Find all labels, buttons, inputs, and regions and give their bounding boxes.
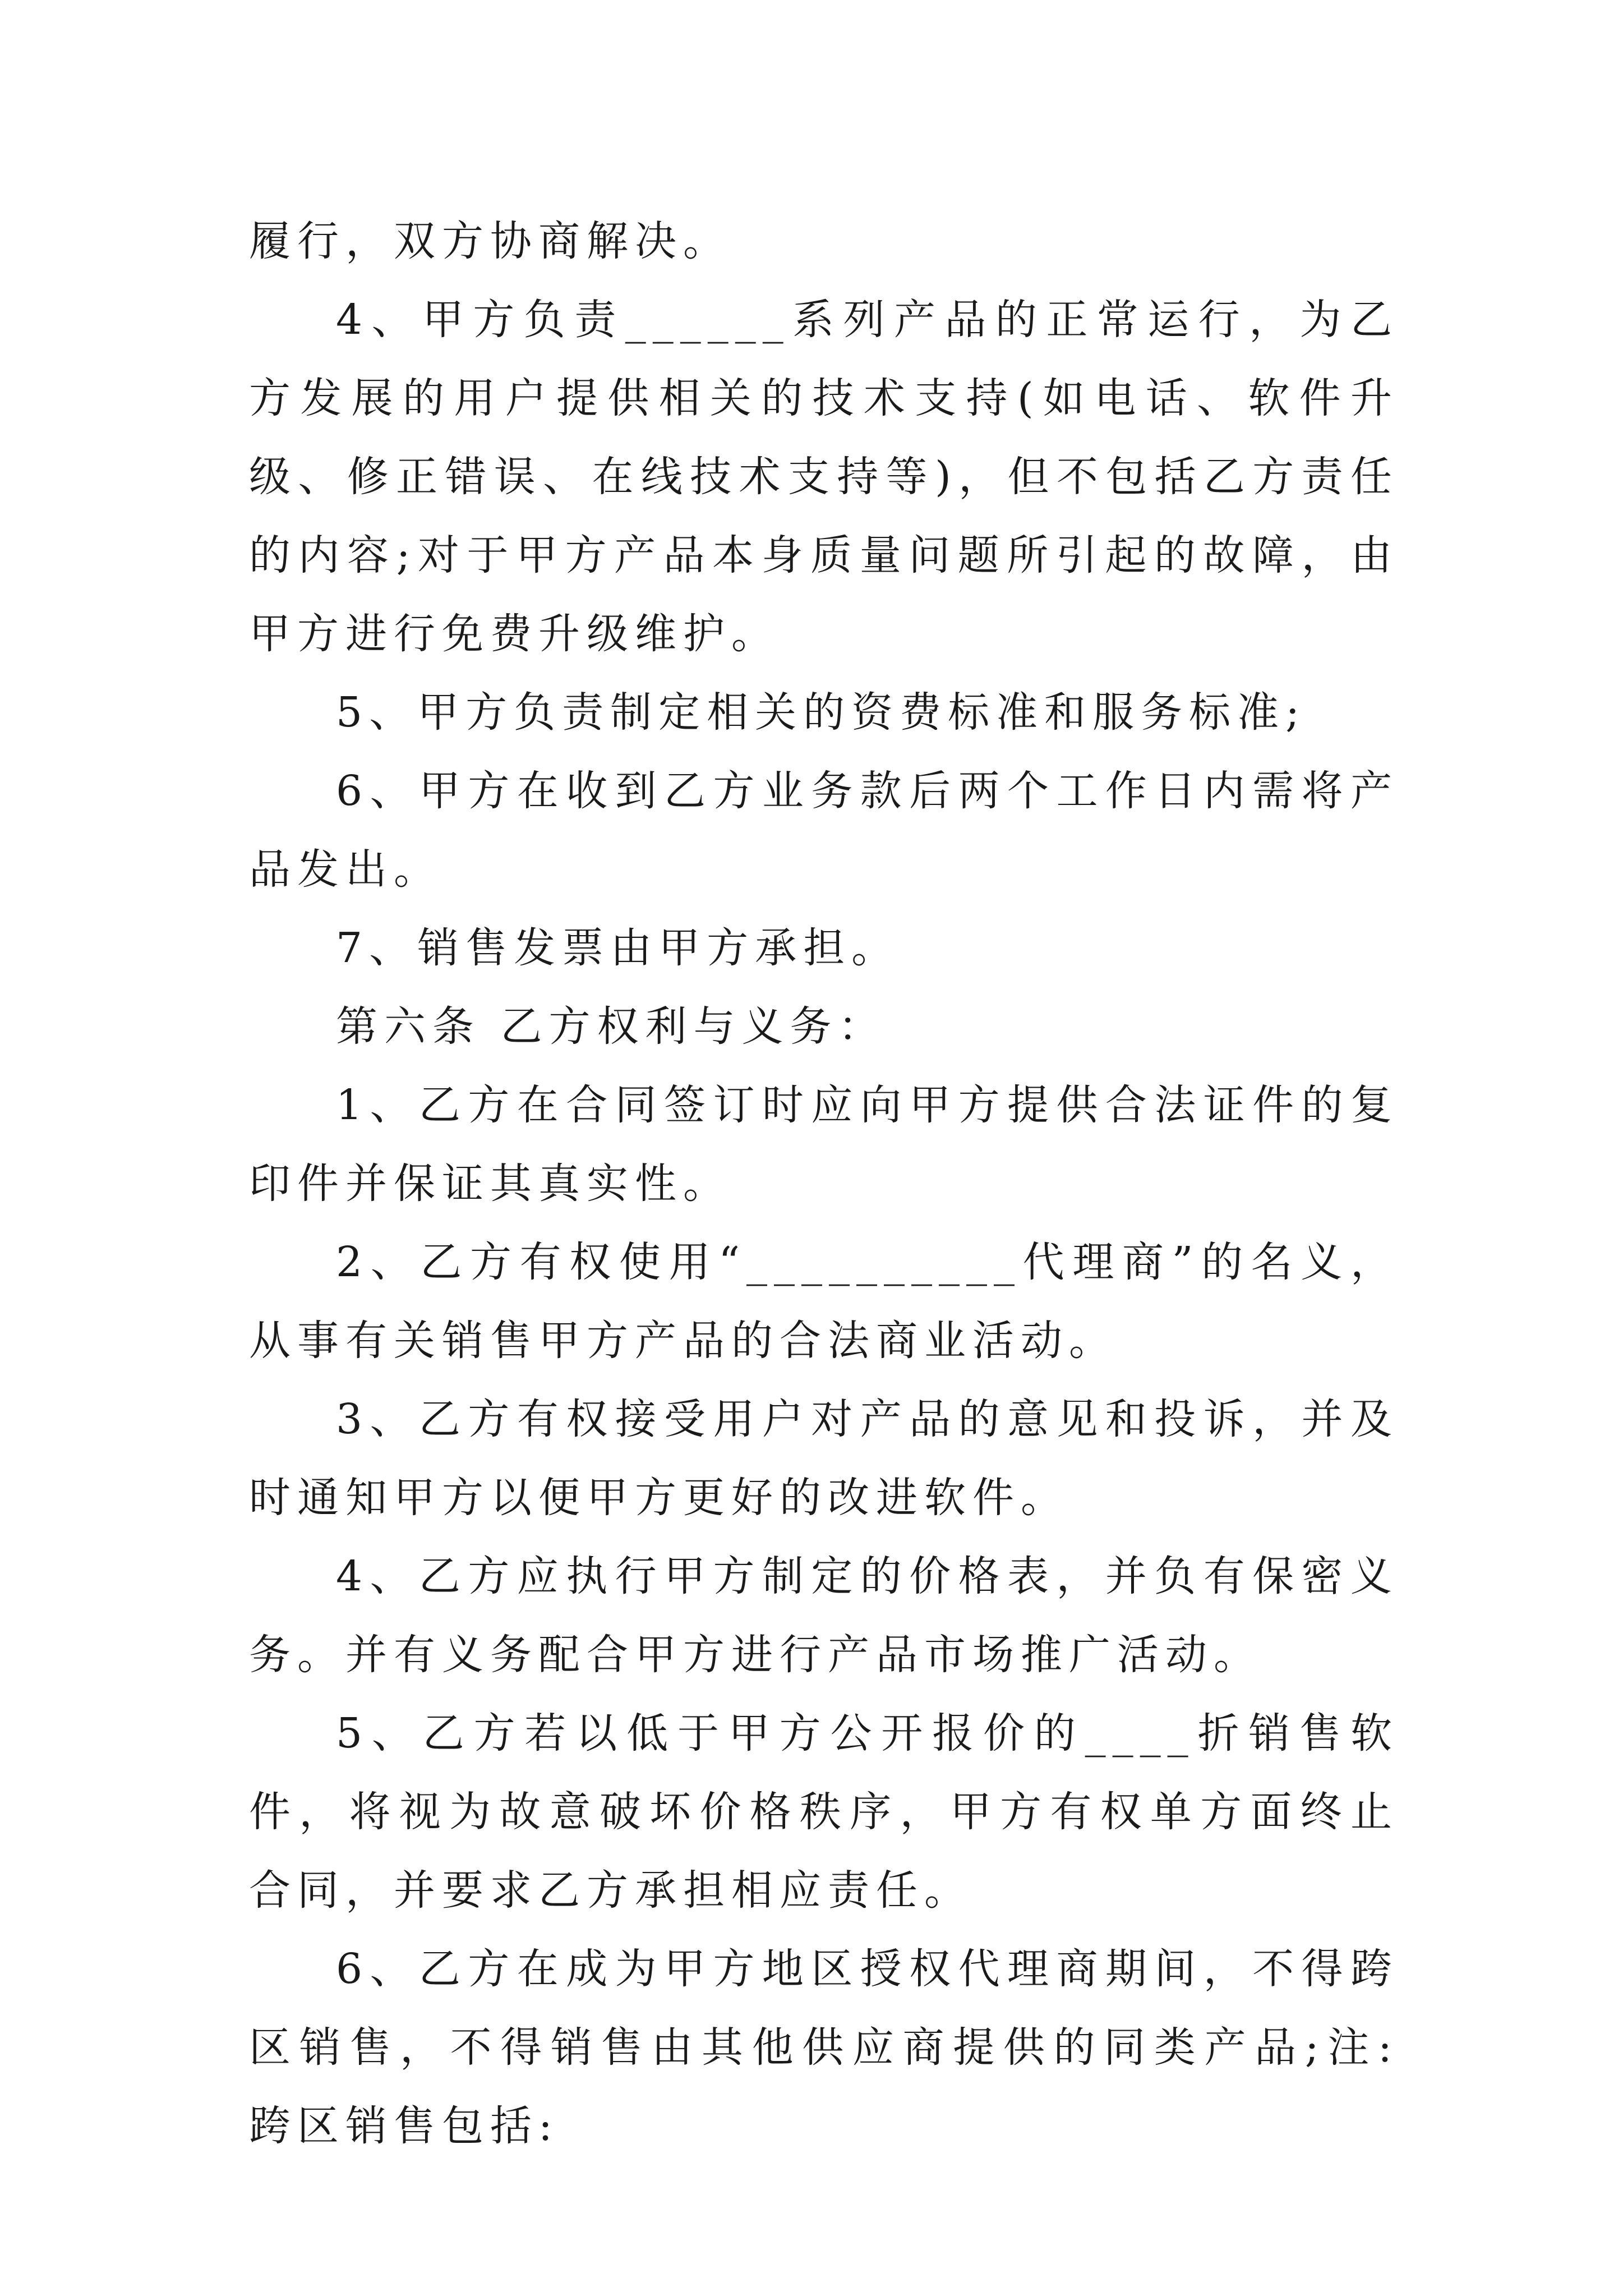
paragraph-party-a-item-6: 6、甲方在收到乙方业务款后两个工作日内需将产品发出。 [249,767,1399,894]
document-body [249,202,1399,2165]
paragraph-party-b-item-2: 2、乙方有权使用“__________代理商”的名义，从事有关销售甲方产品的合法商业活动。 [249,1238,1399,1365]
paragraph-party-b-item-5: 5、乙方若以低于甲方公开报价的____折销售软件，将视为故意破坏价格秩序，甲方有权单方面终止合同，并要求乙方承担相应责任。 [249,1709,1399,1915]
paragraph-party-b-item-4: 4、乙方应执行甲方制定的价格表，并负有保密义务。并有义务配合甲方进行产品市场推广活动。 [249,1552,1399,1679]
paragraph-party-a-item-4: 4、甲方负责______系列产品的正常运行，为乙方发展的用户提供相关的技术支持(如电话、软件升级、修正错误、在线技术支持等)，但不包括乙方责任的内容;对于甲方产品本身质量问题所引起的故障，由甲方进行免费升级维护。 [249,296,1399,658]
paragraph-party-b-item-3: 3、乙方有权接受用户对产品的意见和投诉，并及时通知甲方以便甲方更好的改进软件。 [249,1395,1399,1522]
paragraph-party-b-item-1: 1、乙方在合同签订时应向甲方提供合法证件的复印件并保证其真实性。 [249,1081,1399,1208]
paragraph-continuation: 履行，双方协商解决。 [249,217,731,265]
paragraph-party-a-item-7: 7、销售发票由甲方承担。 [336,924,900,972]
section-heading-article-6: 第六条 乙方权利与义务： [336,1002,887,1051]
paragraph-party-a-item-5: 5、甲方负责制定相关的资费标准和服务标准; [336,688,1307,737]
paragraph-party-b-item-6: 6、乙方在成为甲方地区授权代理商期间，不得跨区销售，不得销售由其他供应商提供的同类产品;注:跨区销售包括: [249,1945,1399,2150]
